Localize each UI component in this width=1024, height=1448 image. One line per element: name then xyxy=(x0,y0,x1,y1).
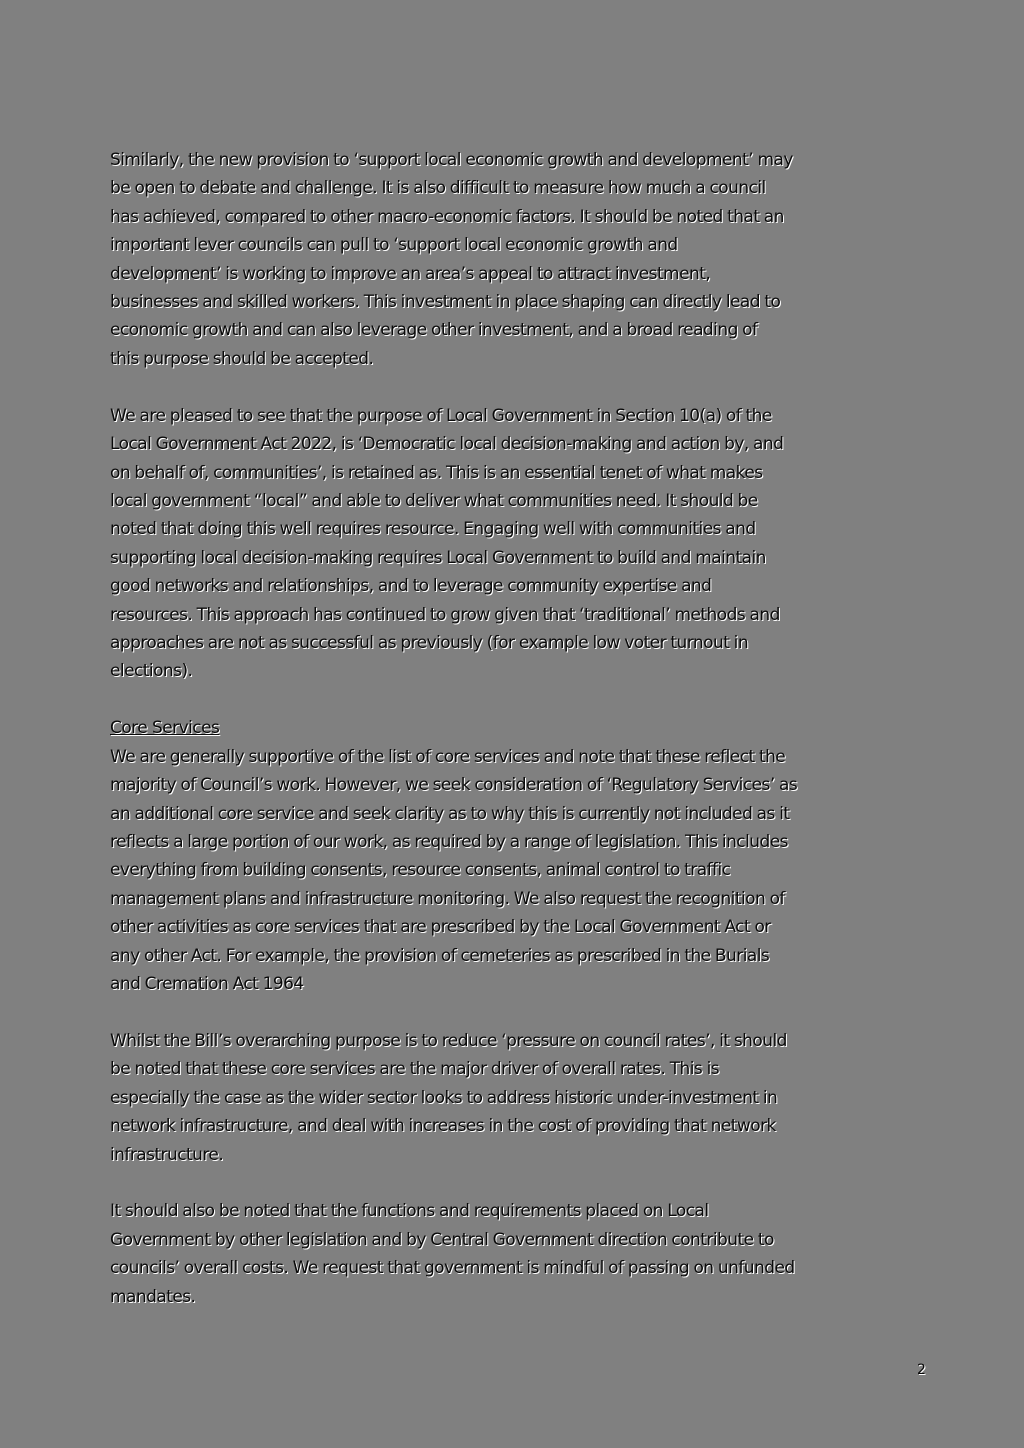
text-line: Local Government Act 2022, is ‘Democratic local decision-making and action by, and xyxy=(110,434,784,455)
text-line: approaches are not as successful as previously (for example low voter turnout in xyxy=(110,633,749,653)
text-line: noted that doing this well requires resource. Engaging well with communities and xyxy=(110,519,756,540)
paragraph-rates-pressure xyxy=(110,1027,928,1169)
text-line: economic growth and can also leverage other investment, and a broad reading of xyxy=(110,320,758,341)
text-line: reflects a large portion of our work, as required by a range of legislation. This includes xyxy=(110,831,788,852)
text-line: this purpose should be accepted. xyxy=(110,348,374,369)
document-page xyxy=(110,146,928,1340)
text-line: mandates. xyxy=(110,1286,196,1307)
text-line: resources. This approach has continued to grow given that ‘traditional’ methods and xyxy=(110,604,780,625)
page-number: 2 xyxy=(917,1362,926,1378)
text-line: We are generally supportive of the list of core services and note that these reflect the xyxy=(110,746,786,767)
text-line: local government “local” and able to deliver what communities need. It should be xyxy=(110,490,758,511)
text-line: It should also be noted that the functions and requirements placed on Local xyxy=(110,1201,709,1222)
paragraph-unfunded-mandates xyxy=(110,1197,928,1311)
text-line: management plans and infrastructure monitoring. We also request the recognition of xyxy=(110,888,785,909)
text-line: other activities as core services that are prescribed by the Local Government Act or xyxy=(110,917,771,938)
text-line: development’ is working to improve an area’s appeal to attract investment, xyxy=(110,263,711,284)
text-line: majority of Council’s work. However, we seek consideration of ‘Regulatory Services’ as xyxy=(110,775,798,796)
text-line: businesses and skilled workers. This investment in place shaping can directly lead to xyxy=(110,292,781,313)
section-core-services xyxy=(110,714,928,1311)
text-line: everything from building consents, resource consents, animal control to traffic xyxy=(110,860,731,881)
text-line: Government by other legislation and by Central Government direction contribute to xyxy=(110,1229,774,1250)
text-line: supporting local decision-making requires Local Government to build and maintain xyxy=(110,547,766,568)
text-line: good networks and relationships, and to leverage community expertise and xyxy=(110,576,712,597)
paragraph-core-services-list xyxy=(110,743,928,999)
text-line: Similarly, the new provision to ‘support local economic growth and development’ may xyxy=(110,150,793,170)
text-line: elections). xyxy=(110,661,193,682)
text-line: any other Act. For example, the provision of cemeteries as prescribed in the Burials xyxy=(110,945,770,966)
text-line: infrastructure. xyxy=(110,1144,224,1165)
text-line: network infrastructure, and deal with increases in the cost of providing that network xyxy=(110,1116,776,1137)
text-line: an additional core service and seek clarity as to why this is currently not included as it xyxy=(110,803,790,824)
section-heading: Core Services xyxy=(110,718,220,739)
text-line: be open to debate and challenge. It is also difficult to measure how much a council xyxy=(110,178,766,199)
text-line: and Cremation Act 1964 xyxy=(110,973,304,994)
text-line: We are pleased to see that the purpose of Local Government in Section 10(a) of the xyxy=(110,405,772,426)
text-line: especially the case as the wider sector looks to address historic under-investment in xyxy=(110,1087,778,1108)
text-line: Whilst the Bill’s overarching purpose is to reduce ‘pressure on council rates’, it should xyxy=(110,1030,787,1051)
text-line: councils’ overall costs. We request that government is mindful of passing on unfunded xyxy=(110,1258,795,1279)
text-line: on behalf of, communities’, is retained as. This is an essential tenet of what makes xyxy=(110,462,763,483)
text-line: has achieved, compared to other macro-economic factors. It should be noted that an xyxy=(110,206,784,227)
text-line: important lever councils can pull to ‘support local economic growth and xyxy=(110,235,678,256)
paragraph-economic-growth xyxy=(110,146,928,373)
paragraph-democratic-purpose xyxy=(110,402,928,686)
text-line: be noted that these core services are the major driver of overall rates. This is xyxy=(110,1059,720,1080)
